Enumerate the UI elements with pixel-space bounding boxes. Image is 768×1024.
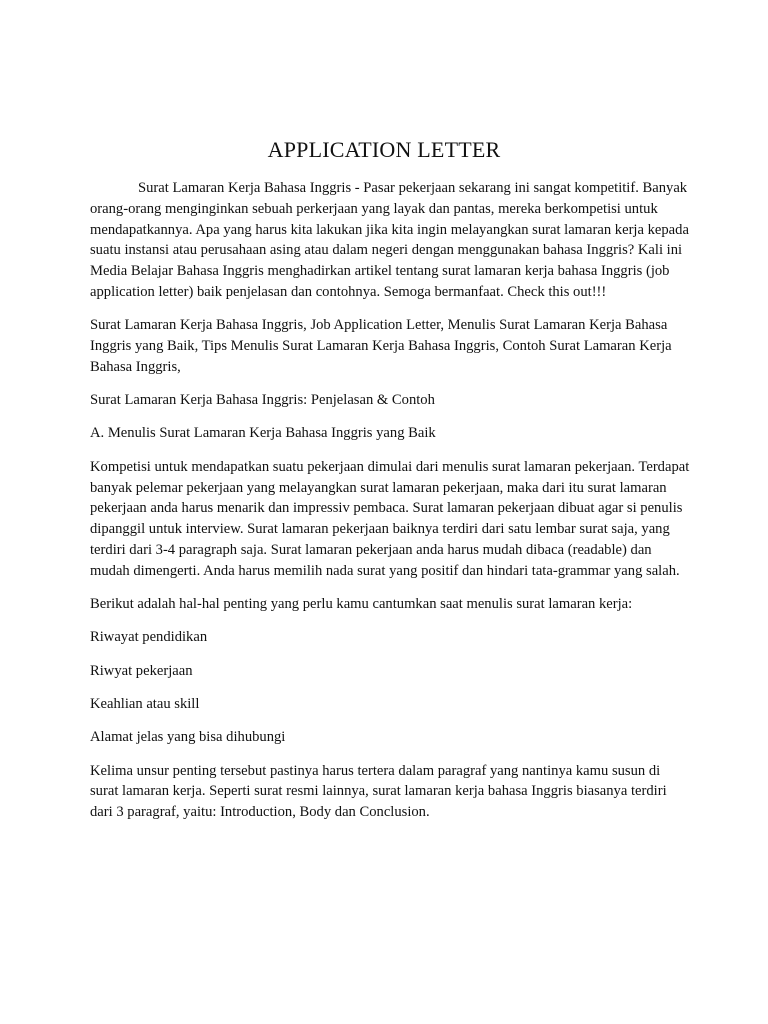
list-intro-paragraph: Berikut adalah hal-hal penting yang perlu kamu cantumkan saat menulis surat lamaran kerja: <box>90 596 633 613</box>
list-item-skills: Keahlian atau skill <box>90 695 200 712</box>
closing-paragraph: Kelima unsur penting tersebut pastinya harus tertera dalam paragraf yang nantinya kamu susun di surat lamaran kerja. Seperti surat resmi lainnya, surat lamaran kerja bahasa Inggris biasanya terdiri dari 3 paragraf, yaitu: Introduction, Body dan Conclusion. <box>90 762 667 821</box>
list-item-education: Riwayat pendidikan <box>90 629 208 646</box>
document-title: APPLICATION LETTER <box>267 137 501 162</box>
keywords-paragraph: Surat Lamaran Kerja Bahasa Inggris, Job Application Letter, Menulis Surat Lamaran Kerja Bahasa Inggris yang Baik, Tips Menulis Surat Lamaran Kerja Bahasa Inggris, Contoh Surat Lamaran Kerja Bahasa Inggris, <box>90 317 672 375</box>
list-item-address: Alamat jelas yang bisa dihubungi <box>90 729 286 746</box>
list-item-work-history: Riwyat pekerjaan <box>90 662 193 679</box>
section-heading: Surat Lamaran Kerja Bahasa Inggris: Penjelasan & Contoh <box>90 392 435 409</box>
document-body <box>90 178 690 835</box>
intro-paragraph: Surat Lamaran Kerja Bahasa Inggris - Pasar pekerjaan sekarang ini sangat kompetitif. Banyak orang-orang menginginkan sebuah perkerjaan yang layak dan pantas, mereka berkompetisi untuk mendapatkannya. Apa yang harus kita lakukan jika kita ingin melayangkan surat lamaran kerja kepada suatu instansi atau perusahaan asing atau dalam negeri dengan menggunakan bahasa Inggris? Kali ini Media Belajar Bahasa Inggris menghadirkan artikel tentang surat lamaran kerja bahasa Inggris (job application letter) baik penjelasan dan contohnya. Semoga bermanfaat. Check this out!!! <box>90 180 689 300</box>
subsection-heading: A. Menulis Surat Lamaran Kerja Bahasa Inggris yang Baik <box>90 425 436 442</box>
competition-paragraph: Kompetisi untuk mendapatkan suatu pekerjaan dimulai dari menulis surat lamaran pekerjaan. Terdapat banyak pelemar pekerjaan yang melayangkan surat lamaran pekerjaan, maka dari itu surat lamaran pekerjaan anda harus menarik dan impressiv pembaca. Surat lamaran pekerjaan dibuat agar si penulis dipanggil untuk interview. Surat lamaran pekerjaan baiknya terdiri dari satu lembar surat saja, yang terdiri dari 3-4 paragraph saja. Surat lamaran pekerjaan anda harus mudah dibaca (readable) dan mudah dimengerti. Anda harus memilih nada surat yang positif dan hindari tata-grammar yang salah. <box>90 458 690 579</box>
